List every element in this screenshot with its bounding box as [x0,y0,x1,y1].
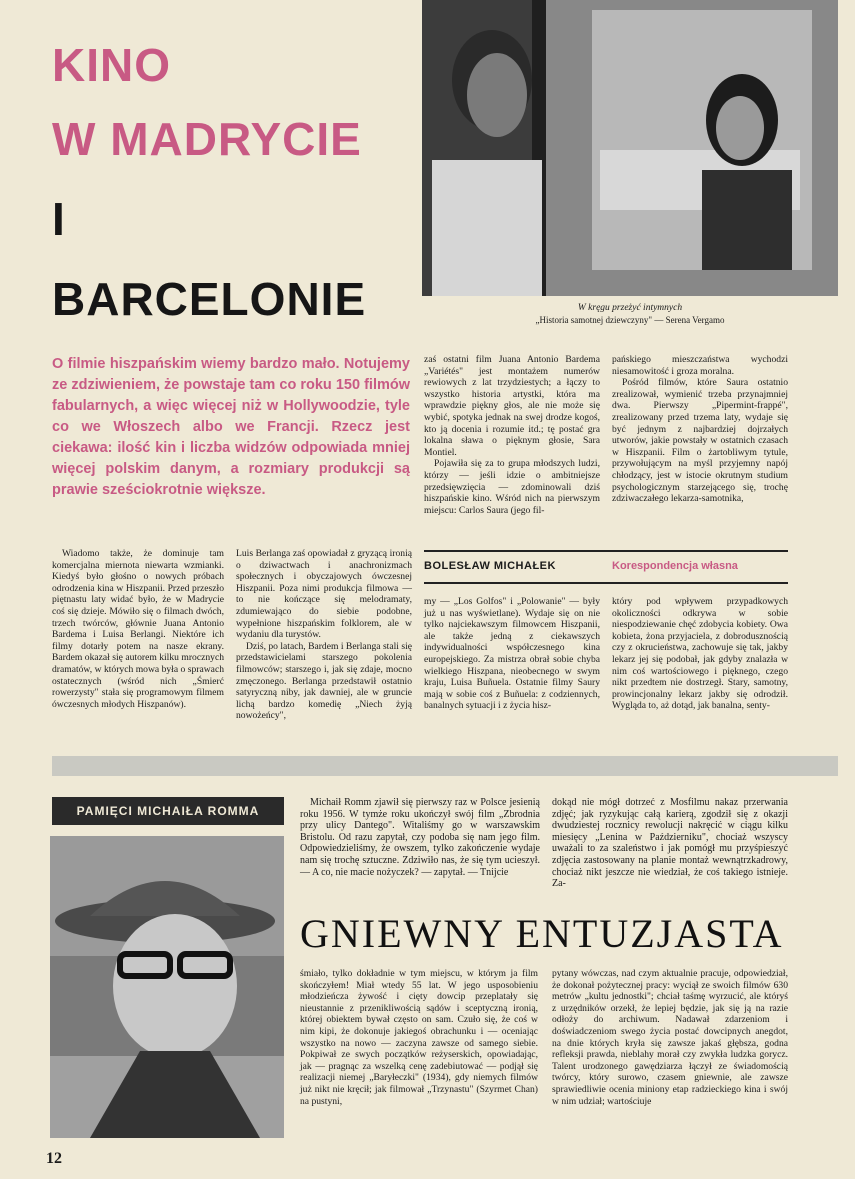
column-2-paragraph-1: Luis Berlanga zaś opowiadał z gryzącą ironią o dziwactwach i anachronizmach społecznych i obyczajowych ówczesnej Hiszpanii. Poza nimi produkcja filmowa — to nie kończące się melodramaty, zdumiewająco do siebie podobne, wypełnione hiszpańskim folklorem, ale w wydaniu dla turystów. [236,548,412,641]
article2-column-b [552,797,788,890]
column-4-top-paragraph-1: pańskiego mieszczaństwa wychodzi niesamowitość i groza moralna. [612,354,788,377]
column-1-paragraph: Wiadomo także, że dominuje tam komercjalna miernota niewarta wzmianki. Kiedyś było głośno o nowych próbach odrodzenia kina w Hiszpanii. Przed przeszło piętnastu laty widać było, że w Madrycie coś się dzieje. Mówiło się o filmach dwóch, trzech twórców, głównie Juana Antonio Bardema i Luisa Berlangi. Niektóre ich filmy dotarły potem na nasze ekrany. Bardem okazał się autorem kilku mrocznych dramatów, w których mowa była o sprawach ostatecznych (wśród nich „Śmierć rowerzysty" stała się programowym filmem ówczesnych młodych Hiszpanów). [52,548,224,710]
photo-caption [422,302,838,326]
article2-title: GNIEWNY ENTUZJASTA [300,911,784,956]
title-line-1: KINO [52,39,171,91]
article2-column-d [552,968,788,1107]
correspondence-label: Korespondencja własna [612,560,738,572]
column-3-top-paragraph-2: Pojawiła się za to grupa młodszych ludzi, którzy — jeśli idzie o ambitniejsze przedsięwzięcia — zdominowali dziś hiszpańskie kino. Wśród nich na pierwszym miejscu: Carlos Saura (jego fil- [424,458,600,516]
photo-caption-credit: „Historia samotnej dziewczyny" — Serena Vergamo [535,315,725,325]
author-rule-bottom [424,582,788,584]
column-3-top [424,354,600,516]
column-3-top-paragraph-1: zaś ostatni film Juana Antonio Bardema „Variétés" jest montażem numerów rewiowych z lat trzydziestych; a łączy to wszystko historia artystki, która ma wprawdzie piękny głos, ale nie może się wybić, spotyka jednak na swej drodze kogoś, kto ją docenia i rozumie itd.; tę postać gra lokalna sława o pięknym głosie, Sara Montiel. [424,354,600,458]
portrait-photo [50,836,284,1138]
photo-caption-title: W kręgu przeżyć intymnych [577,303,683,313]
column-4-bottom [612,596,788,712]
film-still-photo [422,0,838,296]
portrait-image [50,836,284,1138]
title-line-3: I [52,193,66,245]
section-divider-strip [52,756,838,776]
column-4-top [612,354,788,505]
column-2 [236,548,412,722]
column-3-bottom [424,596,600,712]
column-4-top-paragraph-2: Pośród filmów, które Saura ostatnio zrealizował, wymienić trzeba przynajmniej dwa. Pierwszy „Pipermint-frappé", zrealizowany przed trzema laty, wydaje się być jednym z najbardziej dojrzałych utworów, jakie powstały w ostatnich czasach w Hiszpanii. Film o żartobliwym tytule, przywołującym na myśl przyjemny napój chłodzący, jest w istocie okrutnym studium psychologicznym starzejącego się, trochę zdziwaczałego lekarza-samotnika, [612,377,788,505]
title-line-4: BARCELONIE [52,273,367,325]
column-3-bottom-paragraph: my — „Los Golfos" i „Polowanie" — były już u nas wyświetlane). Wydaje się on nie tylko najciekawszym filmowcem Hiszpanii, ale także jedną z ciekawszych indywidualności współczesnego kina europejskiego. Za mistrza obrał sobie chyba wielkiego Hiszpana, nieobecnego w swym kraju, Luisa Buñuela. Ostatnie filmy Saury mają w sobie coś z Buñuela: z codziennych, banalnych sytuacji i z życia hisz- [424,596,600,712]
memorial-banner: PAMIĘCI MICHAIŁA ROMMA [52,797,284,825]
article2-column-a [300,797,540,878]
page-number: 12 [46,1150,62,1167]
author-rule-top [424,550,788,552]
column-4-bottom-paragraph: który pod wpływem przypadkowych okoliczności odkrywa w sobie niespodziewanie chęć zdobycia kobiety. Owa kobieta, żona przyjaciela, z dobrodusznością czy z okrucieństwa, zachowuje się tak, jakby lekarz jej się podobał, jak gdyby znalazła w nim coś wartościowego i pięknego, czego nikt przedtem nie dostrzegł. Stary, samotny, prowincjonalny lekarz jakby się odrodził. Wygląda to, aż dotąd, jak banalna, senty- [612,596,788,712]
lead-paragraph: O filmie hiszpańskim wiemy bardzo mało. Notujemy ze zdziwieniem, że powstaje tam co roku 150 filmów fabularnych, a więc więcej niż w Hollywoodzie, tyle co we Włoszech albo we Francji. Rzecz jest ciekawa: ilość kin i liczba widzów odpowiada mniej więcej polskim danym, a rozmiary produkcji są prawie sześciokrotnie większe. [52,356,410,498]
title-line-2: W MADRYCIE [52,113,362,165]
author-name: BOLESŁAW MICHAŁEK [424,560,556,572]
column-1 [52,548,224,710]
article2-column-b-paragraph: dokąd nie mógł dotrzeć z Mosfilmu nakaz przerwania zdjęć; jak ryzykując całą karierą, zgodził się z okazji dwudziestej rocznicy rewolucji nakręcić w ciągu kilku miesięcy „Lenina w Październiku", chociaż wszyscy uważali to za szaleństwo i jak pomógł mu przyśpieszyć zdjęcia zastosowany na planie montaż wewnątrzkadrowy, chociaż nikt jeszcze nie wiedział, że coś takiego istnieje. Za- [552,797,788,890]
column-2-paragraph-2: Dziś, po latach, Bardem i Berlanga stali się przedstawicielami starszego pokolenia filmowców; starszego i, jak się zdaje, mocno zmęczonego. Berlanga przedstawił ostatnio satyryczną niby, jak dawniej, ale w gruncie lichą bardzo komedię „Niech żyją nowożeńcy", [236,640,412,722]
article2-column-a-paragraph: Michaił Romm zjawił się pierwszy raz w Polsce jesienią roku 1956. W tymże roku ukończył swój film „Zbrodnia przy ulicy Dantego". Witaliśmy go w warszawskim Bristolu. Od razu zapytał, czy podoba się nam jego film. Odpowiedzieliśmy, że owszem, tylko zakończenie wydaje nam się trochę sztuczne. Zdziwiło nas, że się tym ucieszył. — A co, nie macie nożyczek? — zapytał. — Tnijcie [300,797,540,878]
article2-column-c-paragraph: śmiało, tylko dokładnie w tym miejscu, w którym ja film skończyłem! Miał wtedy 55 lat. W jego usposobieniu młodzieńcza żywość i cięty dowcip przeplatały się nieustannie z przenikliwością sądów i sceptyczną ironią, której obiektem bywał często on sam. Czuło się, że coś w nim kipi, że dokonuje jakiegoś obrachunku i — oceniając wszystko na nowo — zaczyna zawsze od samego siebie. Pokpiwał ze swych początków reżyserskich, opowiadając, jak — pragnąc za wszelką cenę zadebiutować — podjął się realizacji niemej „Baryłeczki" (1934), gdy niemych filmów już nikt nie kręcił; jak filmował „Trzynastu" (Szyrmet Chan) na pustyni, [300,968,538,1107]
film-still-image [422,0,838,296]
article2-column-d-paragraph: pytany wówczas, nad czym aktualnie pracuje, odpowiedział, że dokonał pożytecznej pracy: wyciął ze swoich filmów 630 metrów „kultu jednostki"; chciał taśmę wyrzucić, ale któryś z urzędników orzekł, że lepiej będzie, jak się ją na razie odłoży do archiwum. Nadawał zdarzeniom i doświadczeniom swego życia postać dowcipnych anegdot, na dnie których kryła się zawsze jakaś głębsza, godna refleksji prawda, nieblahy morał czy zwykła ludzka gorycz. Talent urodzonego gawędziarza łączył ze świadomością twórcy, który surowo, czasem gniewnie, ale zawsze sprawiedliwie ocenia miniony etap radzieckiego kina i swój w nim udział; wartościuje [552,968,788,1107]
article2-column-c [300,968,538,1107]
